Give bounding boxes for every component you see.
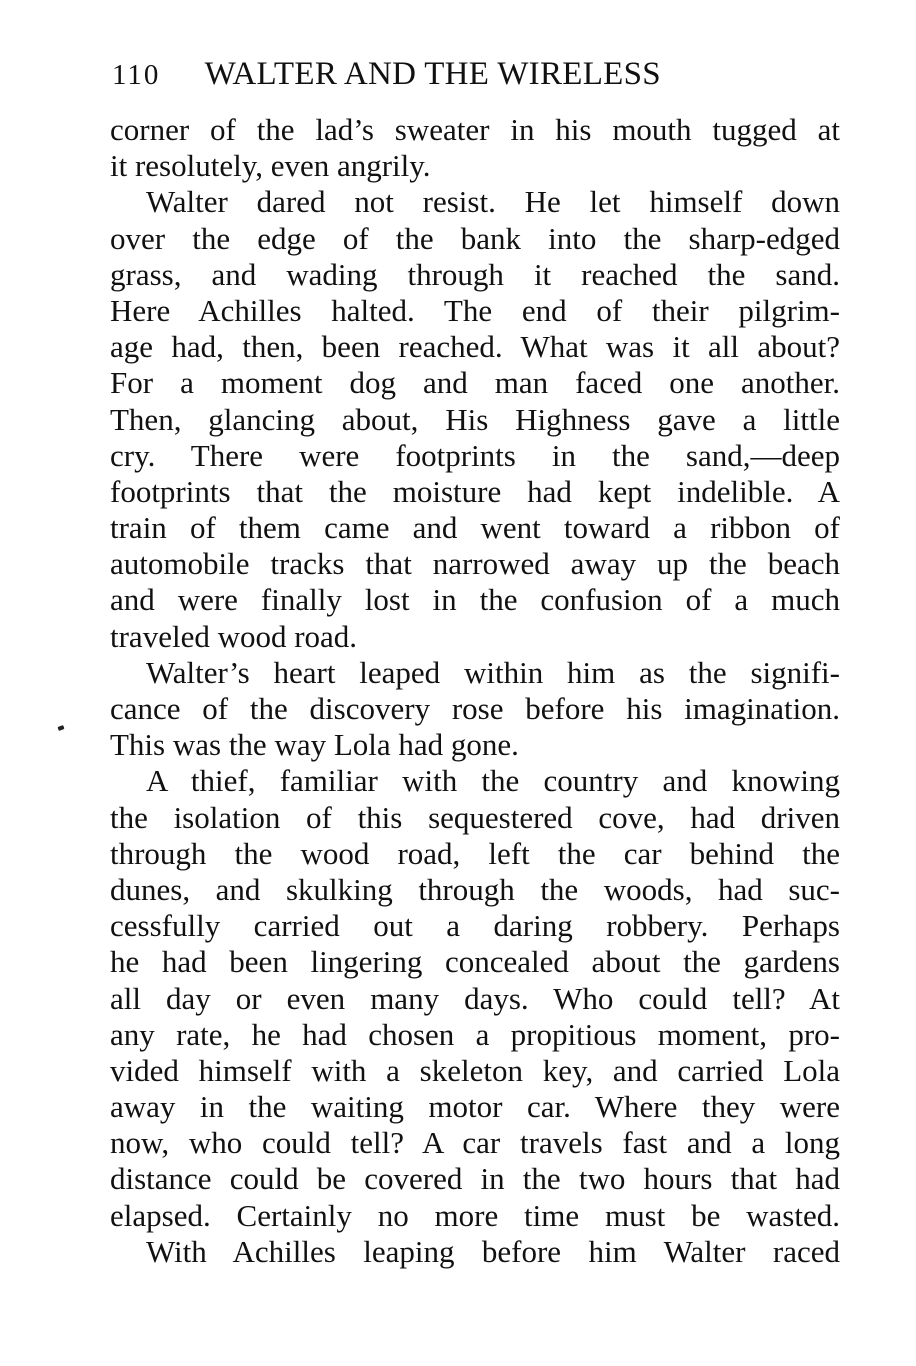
text-line: cessfully carried out a daring robbery. Perhaps	[110, 908, 840, 944]
text-line: corner of the lad’s sweater in his mouth tugged at	[110, 112, 840, 147]
text-line: distance could be covered in the two hours that had	[110, 1161, 840, 1197]
text-line: age had, then, been reached. What was it all about?	[110, 329, 840, 365]
text-line: now, who could tell? A car travels fast and a long	[110, 1125, 840, 1161]
text-line: With Achilles leaping before him Walter raced	[146, 1233, 840, 1269]
text-line: Then, glancing about, His Highness gave a little	[110, 401, 840, 437]
page-speck	[57, 725, 64, 731]
text-line: grass, and wading through it reached the sand.	[110, 256, 840, 292]
text-line: all day or even many days. Who could tell? At	[110, 980, 840, 1016]
text-line: traveled wood road.	[110, 618, 358, 654]
page-number: 110	[112, 59, 161, 91]
book-title: WALTER AND THE WIRELESS	[204, 56, 661, 92]
text-line: This was the way Lola had gone.	[110, 727, 519, 763]
text-line: cry. There were footprints in the sand,—deep	[110, 437, 840, 473]
text-line: the isolation of this sequestered cove, had driven	[110, 799, 840, 835]
text-line: footprints that the moisture had kept indelible. A	[110, 473, 840, 509]
text-line: vided himself with a skeleton key, and carried Lola	[110, 1052, 840, 1088]
text-line: A thief, familiar with the country and knowing	[146, 763, 840, 799]
text-line: elapsed. Certainly no more time must be wasted.	[110, 1197, 840, 1233]
text-line: any rate, he had chosen a propitious moment, pro-	[110, 1016, 840, 1052]
text-line: he had been lingering concealed about the gardens	[110, 944, 840, 980]
text-line: over the edge of the bank into the sharp-edged	[110, 220, 840, 256]
text-line: it resolutely, even angrily.	[110, 148, 431, 184]
body-text	[110, 112, 840, 1270]
text-line: dunes, and skulking through the woods, had suc-	[110, 871, 840, 907]
text-line: cance of the discovery rose before his imagination.	[110, 691, 840, 726]
text-line: Walter’s heart leaped within him as the signifi-	[146, 654, 840, 690]
text-line: Here Achilles halted. The end of their pilgrim-	[110, 292, 840, 328]
text-line: through the wood road, left the car behind the	[110, 835, 840, 871]
text-line: Walter dared not resist. He let himself down	[146, 184, 840, 220]
text-line: train of them came and went toward a ribbon of	[110, 510, 840, 546]
text-line: and were finally lost in the confusion of a much	[110, 582, 840, 618]
text-line: automobile tracks that narrowed away up the beach	[110, 546, 840, 582]
running-head	[112, 52, 852, 96]
text-line: away in the waiting motor car. Where they were	[110, 1089, 840, 1125]
text-line: For a moment dog and man faced one another.	[110, 365, 840, 401]
